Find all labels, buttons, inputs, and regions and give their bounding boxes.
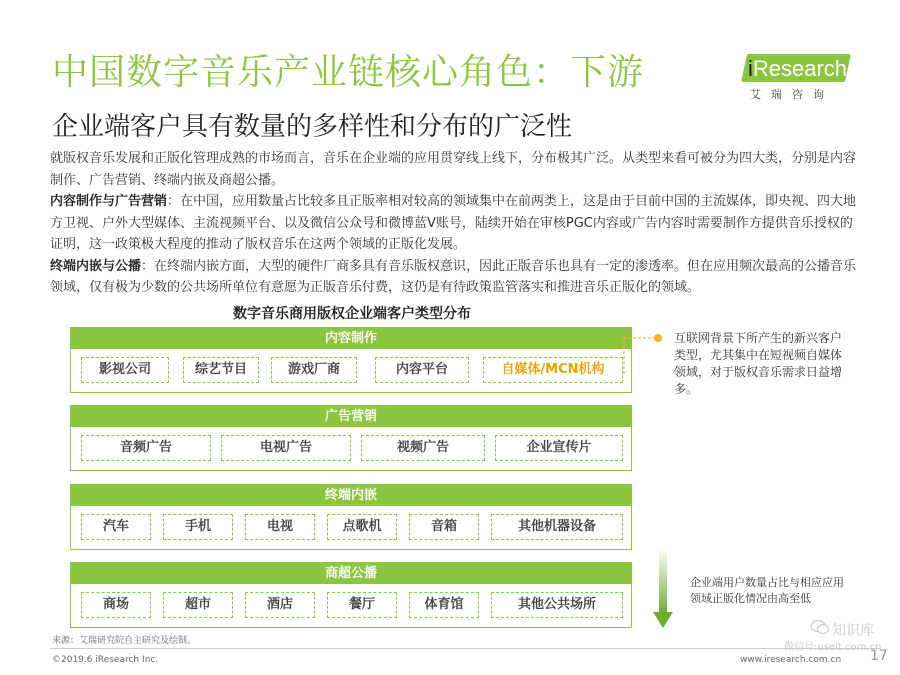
client-type-item: 游戏厂商 [271, 357, 357, 383]
group-header: 终端内嵌 [71, 485, 631, 506]
logo-chinese: 艾瑞咨询 [750, 88, 834, 101]
client-type-item: 电视 [245, 514, 315, 540]
paragraph-content-ads [50, 191, 858, 256]
paragraph-text: ：在终端内嵌方面，大型的硬件厂商多具有音乐版权意识，因此正版音乐也具有一定的渗透率。但在应用频次最高的公播音乐领域，仅有极为少数的公共场所单位有意愿为正版音乐付费，这仍是有待政策监管落实和推进音乐正版化的领域。 [50, 258, 857, 295]
wechat-icon [810, 619, 830, 635]
arrow-note: 企业端用户数量占比与相应应用领域正版化情况由高至低 [690, 576, 844, 605]
client-type-item-highlighted: 自媒体/MCN机构 [483, 357, 623, 383]
watermark-title: 知识库 [832, 623, 874, 639]
group-header: 内容制作 [71, 328, 631, 349]
group-terminal-embedded [70, 484, 632, 550]
down-arrow-icon [652, 548, 674, 630]
callout-annotation: 互联网背景下所产生的新兴客户类型，尤其集中在短视频自媒体领域，对于版权音乐需求日益增多。 [674, 331, 843, 396]
diagram-title: 数字音乐商用版权企业端客户类型分布 [233, 306, 471, 322]
client-type-item: 体育馆 [409, 592, 479, 618]
logo-i: i [748, 56, 753, 81]
client-type-item: 点歌机 [327, 514, 397, 540]
watermark-id: 微信号:useit.com.cn [784, 642, 882, 653]
client-type-item: 企业宣传片 [495, 435, 623, 461]
group-content-production [70, 327, 632, 393]
group-ad-marketing [70, 405, 632, 471]
copyright: ©2019.6 iResearch Inc. [52, 655, 159, 665]
client-type-item: 汽车 [81, 514, 151, 540]
client-type-item: 超市 [163, 592, 233, 618]
client-type-item: 其他公共场所 [491, 592, 623, 618]
client-type-item: 酒店 [245, 592, 315, 618]
client-type-item: 音箱 [409, 514, 479, 540]
logo-name: Research [752, 56, 848, 81]
client-type-item: 内容平台 [375, 357, 469, 383]
body-text [50, 148, 858, 299]
group-header: 广告营销 [71, 406, 631, 427]
paragraph-label: 终端内嵌与公播 [50, 258, 142, 274]
paragraph-label: 内容制作与广告营销 [50, 194, 168, 209]
page-subtitle: 企业端客户具有数量的多样性和分布的广泛性 [52, 112, 573, 142]
client-type-item: 视频广告 [361, 435, 485, 461]
client-type-item: 音频广告 [81, 435, 211, 461]
website-link[interactable]: www.iresearch.com.cn [740, 655, 842, 665]
client-type-item: 电视广告 [221, 435, 351, 461]
paragraph-terminal-broadcast [50, 256, 858, 299]
source-note: 来源：艾瑞研究院自主研究及绘制。 [52, 636, 197, 646]
page-number: 17 [870, 648, 888, 664]
iresearch-logo [744, 52, 854, 102]
client-type-item: 手机 [163, 514, 233, 540]
client-type-item: 影视公司 [81, 357, 169, 383]
client-type-item: 餐厅 [327, 592, 397, 618]
paragraph-text: ：在中国，应用数量占比较多且正版率相对较高的领域集中在前两类上，这是由于目前中国的主流媒体，即央视、四大地方卫视、户外大型媒体、主流视频平台、以及微信公众号和微博蓝V账号，陆续开始在审核PGC内容或广告内容时需要制作方提供音乐授权的证明，这一政策极大程度的推动了版权音乐在这两个领域的正版化发展。 [50, 194, 857, 252]
paragraph-intro: 就版权音乐发展和正版化管理成熟的市场而言，音乐在企业端的应用贯穿线上线下，分布极其广泛。从类型来看可被分为四大类，分别是内容制作、广告营销、终端内嵌及商超公播。 [50, 151, 857, 188]
client-type-item: 综艺节目 [183, 357, 259, 383]
client-type-item: 其他机器设备 [491, 514, 623, 540]
client-type-item: 商场 [81, 592, 151, 618]
page-title: 中国数字音乐产业链核心角色：下游 [52, 52, 645, 93]
footer-divider [50, 648, 880, 649]
group-commercial-broadcast [70, 562, 632, 628]
group-header: 商超公播 [71, 563, 631, 584]
callout-dot [654, 334, 662, 342]
